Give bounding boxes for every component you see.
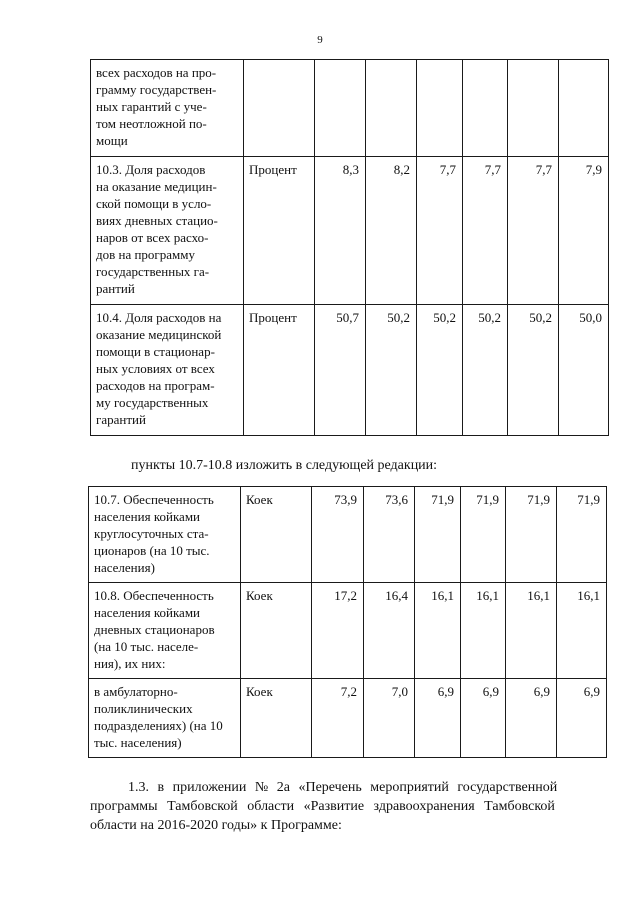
indicator-name-line: ционаров (на 10 тыс. bbox=[94, 543, 210, 558]
value-cell: 71,9 bbox=[415, 487, 461, 583]
paragraph-line: области на 2016-2020 годы» к Программе: bbox=[90, 818, 342, 833]
instruction-text: пункты 10.7-10.8 изложить в следующей редакции: bbox=[131, 458, 438, 473]
value-cell: 50,2 bbox=[508, 305, 559, 436]
indicator-name-line: 10.3. Доля расходов bbox=[96, 162, 206, 177]
unit-cell: Коек bbox=[241, 487, 312, 583]
indicator-name-line: 10.4. Доля расходов на bbox=[96, 310, 222, 325]
paragraph-line: 1.3. в приложении № 2а «Перечень мероприятий государственной bbox=[128, 780, 558, 795]
value-cell: 16,4 bbox=[364, 583, 415, 679]
value-cell: 6,9 bbox=[415, 679, 461, 758]
indicator-name-line: поликлинических bbox=[94, 701, 193, 716]
table-row bbox=[91, 305, 609, 436]
table-row bbox=[89, 583, 607, 679]
unit-cell: Процент bbox=[244, 157, 315, 305]
indicator-name-line: виях дневных стацио- bbox=[96, 213, 218, 228]
indicator-name bbox=[91, 60, 244, 157]
amendment-paragraph bbox=[90, 778, 598, 835]
indicator-name-line: всех расходов на про- bbox=[96, 65, 217, 80]
indicator-name-line: подразделениях) (на 10 bbox=[94, 718, 223, 733]
value-cell: 8,3 bbox=[315, 157, 366, 305]
indicator-name-line: му государственных bbox=[96, 395, 209, 410]
value-cell bbox=[559, 60, 609, 157]
paragraph-line: программы Тамбовской области «Развитие здравоохранения Тамбовской bbox=[90, 799, 555, 814]
indicator-name-line: расходов на програм- bbox=[96, 378, 215, 393]
indicator-name-line: государственных га- bbox=[96, 264, 210, 279]
value-cell: 50,7 bbox=[315, 305, 366, 436]
value-cell: 71,9 bbox=[557, 487, 607, 583]
value-cell: 7,7 bbox=[463, 157, 508, 305]
value-cell: 16,1 bbox=[557, 583, 607, 679]
indicator-name-line: населения) bbox=[94, 560, 155, 575]
unit-cell: Коек bbox=[241, 679, 312, 758]
value-cell: 6,9 bbox=[506, 679, 557, 758]
indicator-name-line: мощи bbox=[96, 133, 128, 148]
value-cell: 6,9 bbox=[557, 679, 607, 758]
indicator-name-line: ных условиях от всех bbox=[96, 361, 215, 376]
value-cell bbox=[417, 60, 463, 157]
indicator-name bbox=[91, 305, 244, 436]
value-cell: 16,1 bbox=[415, 583, 461, 679]
value-cell: 50,2 bbox=[463, 305, 508, 436]
value-cell: 73,9 bbox=[312, 487, 364, 583]
indicator-name-line: дневных стационаров bbox=[94, 622, 215, 637]
indicator-name bbox=[91, 157, 244, 305]
value-cell: 8,2 bbox=[366, 157, 417, 305]
value-cell bbox=[508, 60, 559, 157]
value-cell: 73,6 bbox=[364, 487, 415, 583]
indicators-table-continued bbox=[90, 59, 609, 436]
value-cell: 6,9 bbox=[461, 679, 506, 758]
indicator-name-line: ской помощи в усло- bbox=[96, 196, 212, 211]
value-cell bbox=[315, 60, 366, 157]
indicator-name-line: грамму государствен- bbox=[96, 82, 217, 97]
value-cell: 71,9 bbox=[506, 487, 557, 583]
value-cell: 7,9 bbox=[559, 157, 609, 305]
indicator-name bbox=[89, 679, 241, 758]
indicator-name-line: ных гарантий с уче- bbox=[96, 99, 207, 114]
unit-cell: Коек bbox=[241, 583, 312, 679]
indicator-name-line: в амбулаторно- bbox=[94, 684, 178, 699]
value-cell: 7,2 bbox=[312, 679, 364, 758]
value-cell: 50,2 bbox=[366, 305, 417, 436]
table-row bbox=[91, 60, 609, 157]
indicator-name-line: помощи в стационар- bbox=[96, 344, 215, 359]
indicator-name-line: наров от всех расхо- bbox=[96, 230, 209, 245]
unit-cell: Процент bbox=[244, 305, 315, 436]
indicator-name-line: дов на программу bbox=[96, 247, 195, 262]
indicator-name bbox=[89, 487, 241, 583]
value-cell: 16,1 bbox=[506, 583, 557, 679]
table-row bbox=[89, 487, 607, 583]
table-row bbox=[91, 157, 609, 305]
value-cell: 71,9 bbox=[461, 487, 506, 583]
indicator-name-line: рантий bbox=[96, 281, 135, 296]
value-cell: 50,0 bbox=[559, 305, 609, 436]
indicator-name-line: населения койками bbox=[94, 509, 201, 524]
page-number: 9 bbox=[317, 34, 323, 46]
value-cell bbox=[463, 60, 508, 157]
table-row bbox=[89, 679, 607, 758]
indicator-name-line: 10.8. Обеспеченность bbox=[94, 588, 214, 603]
indicator-name-line: тыс. населения) bbox=[94, 735, 182, 750]
indicator-name-line: гарантий bbox=[96, 412, 146, 427]
value-cell: 50,2 bbox=[417, 305, 463, 436]
indicator-name-line: населения койками bbox=[94, 605, 201, 620]
indicator-name-line: 10.7. Обеспеченность bbox=[94, 492, 214, 507]
indicator-name-line: на оказание медицин- bbox=[96, 179, 217, 194]
indicators-table-new-edition bbox=[88, 486, 607, 758]
value-cell: 17,2 bbox=[312, 583, 364, 679]
indicator-name bbox=[89, 583, 241, 679]
indicator-name-line: том неотложной по- bbox=[96, 116, 207, 131]
indicator-name-line: ния), их них: bbox=[94, 656, 166, 671]
value-cell bbox=[366, 60, 417, 157]
value-cell: 7,7 bbox=[417, 157, 463, 305]
value-cell: 7,7 bbox=[508, 157, 559, 305]
value-cell: 7,0 bbox=[364, 679, 415, 758]
indicator-name-line: (на 10 тыс. населе- bbox=[94, 639, 199, 654]
value-cell: 16,1 bbox=[461, 583, 506, 679]
indicator-name-line: оказание медицинской bbox=[96, 327, 222, 342]
unit-cell bbox=[244, 60, 315, 157]
indicator-name-line: круглосуточных ста- bbox=[94, 526, 209, 541]
